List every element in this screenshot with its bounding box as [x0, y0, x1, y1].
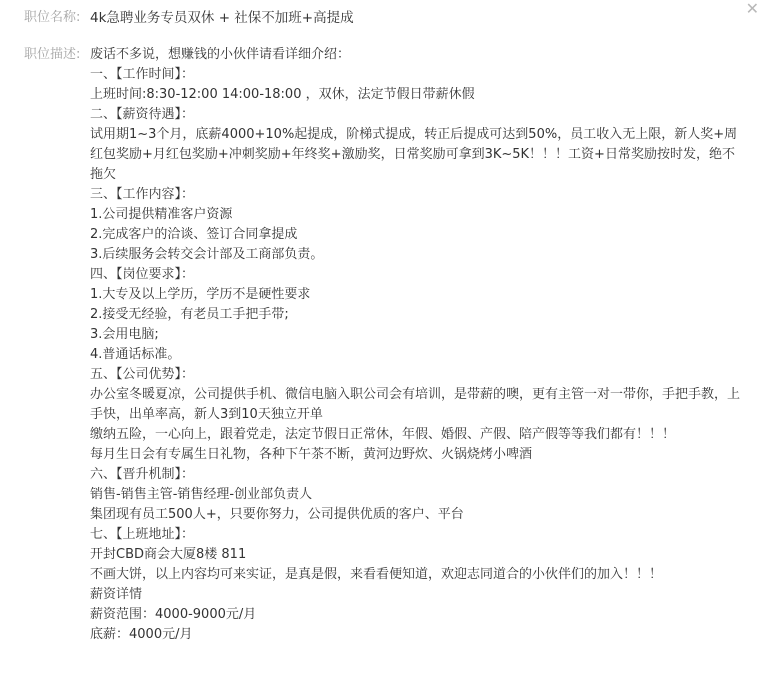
desc-line: 3.后续服务会转交会计部及工商部负责。: [90, 247, 324, 262]
desc-line: 集团现有员工500人+，只要你努力，公司提供优质的客户、平台: [90, 507, 464, 522]
desc-line: 一、【工作时间】：: [90, 67, 195, 82]
job-description-label: 职位描述:: [24, 47, 81, 62]
desc-line: 底薪：4000元/月: [90, 627, 193, 642]
desc-line: 废话不多说，想赚钱的小伙伴请看详细介绍：: [90, 47, 351, 62]
desc-line: 1.大专及以上学历，学历不是硬性要求: [90, 287, 311, 302]
desc-line: 七、【上班地址】：: [90, 527, 195, 542]
desc-line: 薪资详情: [90, 587, 143, 602]
close-icon[interactable]: ✕: [745, 0, 759, 18]
job-title-label: 职位名称:: [24, 10, 81, 25]
desc-line: 2.接受无经验，有老员工手把手带;: [90, 307, 289, 322]
desc-line: 每月生日会有专属生日礼物，各种下午茶不断，黄河边野炊、火锅烧烤小啤酒: [90, 447, 533, 462]
desc-line: 2.完成客户的洽谈、签订合同拿提成: [90, 227, 298, 242]
desc-line: 办公室冬暖夏凉，公司提供手机、微信电脑入职公司会有培训，是带薪的噢，更有主管一对一带你，手把手教，上手快，出单率高，新人3到10天独立开单: [90, 387, 741, 422]
desc-line: 六、【晋升机制】：: [90, 467, 195, 482]
job-title: 4k急聘业务专员双休 + 社保不加班+高提成: [90, 10, 354, 26]
desc-line: 4.普通话标准。: [90, 347, 181, 362]
job-description: [90, 45, 741, 645]
desc-line: 薪资范围：4000-9000元/月: [90, 607, 257, 622]
desc-line: 上班时间:8:30-12:00 14:00-18:00 ，双休，法定节假日带薪休假: [90, 87, 475, 102]
desc-line: 三、【工作内容】：: [90, 187, 195, 202]
desc-line: 缴纳五险，一心向上，跟着党走，法定节假日正常休，年假、婚假、产假、陪产假等等我们都有！！！: [90, 427, 676, 442]
desc-line: 3.会用电脑;: [90, 327, 159, 342]
desc-line: 五、【公司优势】：: [90, 367, 195, 382]
desc-line: 二、【薪资待遇】：: [90, 107, 195, 122]
job-description-row: [24, 45, 741, 645]
desc-line: 1.公司提供精准客户资源: [90, 207, 233, 222]
desc-line: 四、【岗位要求】：: [90, 267, 195, 282]
desc-line: 试用期1~3个月，底薪4000+10%起提成，阶梯式提成，转正后提成可达到50%，员工收入无上限，新人奖+周红包奖励+月红包奖励+冲刺奖励+年终奖+激励奖，日常奖励可拿到3K~5K！！！工资+日常奖励按时发，绝不拖欠: [90, 127, 738, 182]
job-title-row: [24, 8, 741, 28]
desc-line: 不画大饼，以上内容均可来实证，是真是假，来看看便知道，欢迎志同道合的小伙伴们的加入！！！: [90, 567, 663, 582]
desc-line: 销售-销售主管-销售经理-创业部负责人: [90, 487, 313, 502]
desc-line: 开封CBD商会大厦8楼 811: [90, 547, 247, 562]
